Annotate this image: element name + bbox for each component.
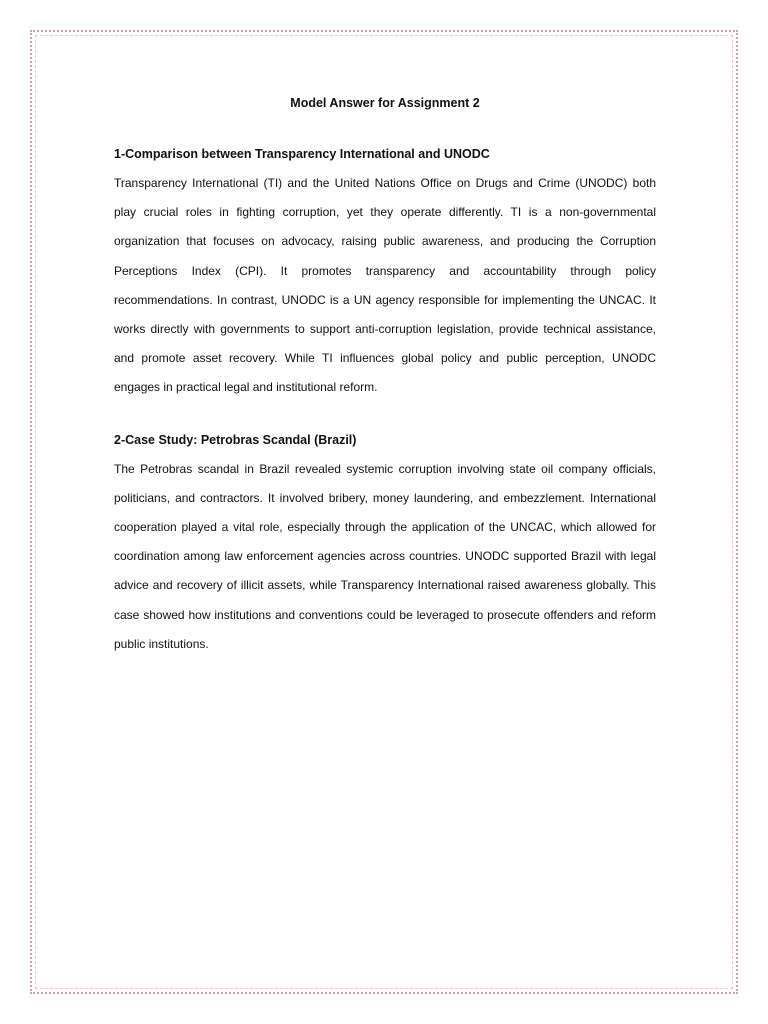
section-heading: 1-Comparison between Transparency International and UNODC <box>114 147 490 161</box>
document-content <box>114 94 656 687</box>
document-title: Model Answer for Assignment 2 <box>290 96 480 110</box>
section-paragraph: The Petrobras scandal in Brazil revealed systemic corruption involving state oil company officials, politicians, and contractors. It involved bribery, money laundering, and embezzlement. International cooperation played a vital role, especially through the application of the UNCAC, which allowed for coordination among law enforcement agencies across countries. UNODC supported Brazil with legal advice and recovery of illicit assets, while Transparency International raised awareness globally. This case showed how institutions and conventions could be leveraged to prosecute offenders and reform public institutions. <box>114 461 656 651</box>
section-comparison <box>114 145 656 403</box>
section-paragraph: Transparency International (TI) and the United Nations Office on Drugs and Crime (UNODC) both play crucial roles in fighting corruption, yet they operate differently. TI is a non-governmental organization that focuses on advocacy, raising public awareness, and producing the Corruption Perceptions Index (CPI). It promotes transparency and accountability through policy recommendations. In contrast, UNODC is a UN agency responsible for implementing the UNCAC. It works directly with governments to support anti-corruption legislation, provide technical assistance, and promote asset recovery. While TI influences global policy and public perception, UNODC engages in practical legal and institutional reform. <box>114 176 656 395</box>
section-heading: 2-Case Study: Petrobras Scandal (Brazil) <box>114 432 357 447</box>
section-case-study <box>114 431 656 659</box>
